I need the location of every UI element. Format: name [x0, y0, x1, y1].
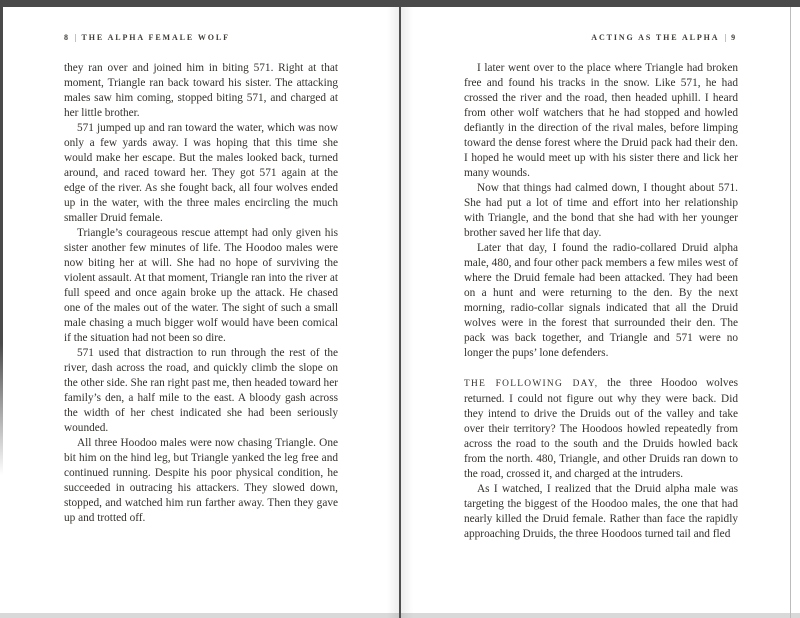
paragraph: As I watched, I realized that the Druid alpha male was targeting the biggest of the Hoodoo males, the one that had nearly killed the Druid female. Rather than face the rapidly approaching Druids, the three Hoodoos turned tail and fled: [464, 483, 738, 540]
paragraph: they ran over and joined him in biting 571. Right at that moment, Triangle ran back toward his sister. The attacking males saw him coming, stopped biting 571, and charged at her little brother.: [64, 62, 338, 119]
book-spine-line: [399, 7, 401, 618]
section-lead: THE FOLLOWING DAY,: [464, 379, 599, 389]
left-page-edge: [0, 7, 3, 475]
right-page-body: [464, 61, 738, 542]
paragraph: Now that things had calmed down, I thought about 571. She had put a lot of time and effort into her relationship with Triangle, and the bond that she had with her younger brother saved her life that day.: [464, 182, 738, 239]
top-page-edge: [0, 0, 800, 7]
right-page-edge-line: [790, 7, 791, 618]
paragraph: All three Hoodoo males were now chasing Triangle. One bit him on the hind leg, but Triangle yanked the leg free and continued running. Despite his poor physical condition, he succeeded in outracing his attackers. They slowed down, stopped, and watched him run farther away. Then they gave up and trotted off.: [64, 437, 338, 524]
paragraph: 571 jumped up and ran toward the water, which was now only a few yards away. I was hoping that this time she would make her escape. But the males looked back, turned around, and raced toward her. They got 571 again at the edge of the river. As she fought back, all four wolves ended up in the water, with the three males encircling the much smaller Druid female.: [64, 122, 338, 224]
left-page-body: [64, 61, 338, 526]
right-page: [400, 0, 800, 618]
running-head-left: [64, 33, 230, 42]
paragraph: Later that day, I found the radio-collared Druid alpha male, 480, and four other pack members a few miles west of where the Druid female had been attacked. They had been on a hunt and were returning to the den. By the next morning, radio-collar signals indicated that all the Druid wolves were in the forest that surrounded their den. The pack was back together, and Triangle and 571 were no longer the pups’ lone defenders.: [464, 242, 738, 359]
page-number-left: 8: [64, 33, 70, 42]
paragraph: 571 used that distraction to run through the rest of the river, dash across the road, and quickly climb the slope on the other side. She ran right past me, then headed toward her family’s den, a half mile to the east. A bloody gash across the width of her chest indicated she had been seriously wounded.: [64, 347, 338, 434]
section-paragraph: [464, 376, 738, 482]
running-head-title-left: THE ALPHA FEMALE WOLF: [81, 33, 230, 42]
section-text: the three Hoodoo wolves returned. I could not figure out why they were back. Did they intend to drive the Druids out of the valley and take over their territory? The Hoodoos howled repeatedly from across the road to the south and the Druids howled back from the north. 480, Triangle, and other Druids ran down to the road, crossed it, and charged at the intruders.: [464, 377, 738, 480]
paragraph: I later went over to the place where Triangle had broken free and found his tracks in the snow. Like 571, he had crossed the river and the road, then headed uphill. I heard from other wolf watchers that he had stopped and howled defiantly in the direction of the rival males, before limping toward the dense forest where the Druid pack had their den. I hoped he would meet up with his sister there and lick her many wounds.: [464, 62, 738, 179]
running-head-divider: |: [74, 33, 77, 42]
page-number-right: 9: [731, 33, 737, 42]
running-head-divider: |: [724, 33, 727, 42]
running-head-right: [591, 33, 737, 42]
running-head-title-right: ACTING AS THE ALPHA: [591, 33, 720, 42]
spine-shadow-right: [401, 7, 413, 618]
spine-shadow-left: [387, 7, 399, 618]
paragraph: Triangle’s courageous rescue attempt had only given his sister another few minutes of life. The Hoodoo males were now biting her at will. She had no hope of surviving the violent assault. At that moment, Triangle ran into the river at full speed and once again broke up the attack. He chased one of the males out of the water. The sight of such a small male chasing a much bigger wolf would have been comical if the situation had not been so dire.: [64, 227, 338, 344]
